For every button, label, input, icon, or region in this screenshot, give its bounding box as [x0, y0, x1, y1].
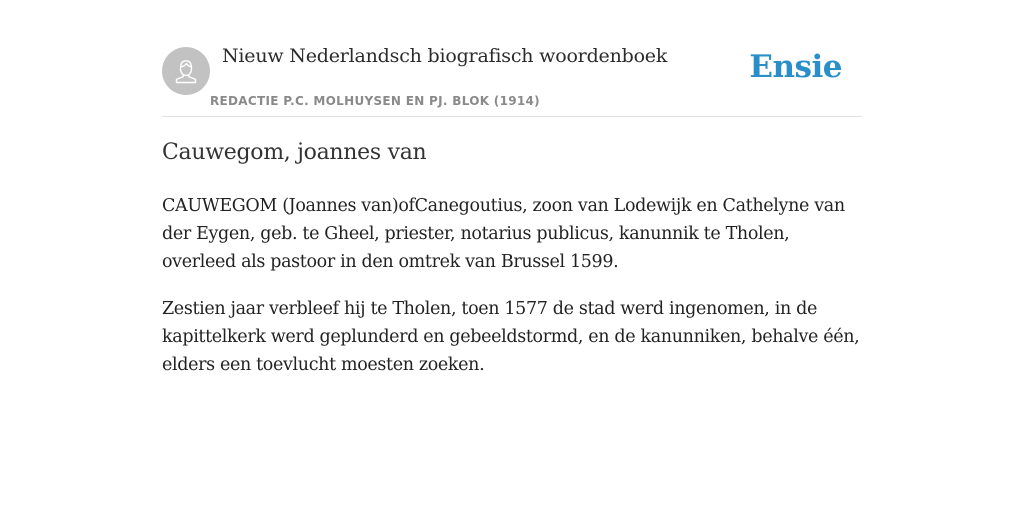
ensie-logo[interactable]: Ensie [749, 49, 842, 85]
page [162, 0, 862, 375]
avatar [162, 47, 210, 95]
editors-line: REDACTIE P.C. MOLHUYSEN EN PJ. BLOK (1914) [210, 94, 540, 108]
person-icon [162, 47, 210, 95]
book-title[interactable]: Nieuw Nederlandsch biografisch woordenboek [222, 45, 668, 67]
entry-paragraph: Zestien jaar verbleef hij te Tholen, toen 1577 de stad werd ingenomen, in de kapittelkerk werd geplunderd en gebeeldstormd, en de kanunniken, behalve één, elders een toevlucht moesten zoeken. [162, 299, 860, 375]
entry-title: Cauwegom, joannes van [162, 140, 427, 165]
header [162, 0, 862, 117]
entry-paragraph: CAUWEGOM (Joannes van)ofCanegoutius, zoon van Lodewijk en Cathelyne van der Eygen, geb. te Gheel, priester, notarius publicus, kanunnik te Tholen, overleed als pastoor in den omtrek van Brussel 1599. [162, 196, 845, 272]
